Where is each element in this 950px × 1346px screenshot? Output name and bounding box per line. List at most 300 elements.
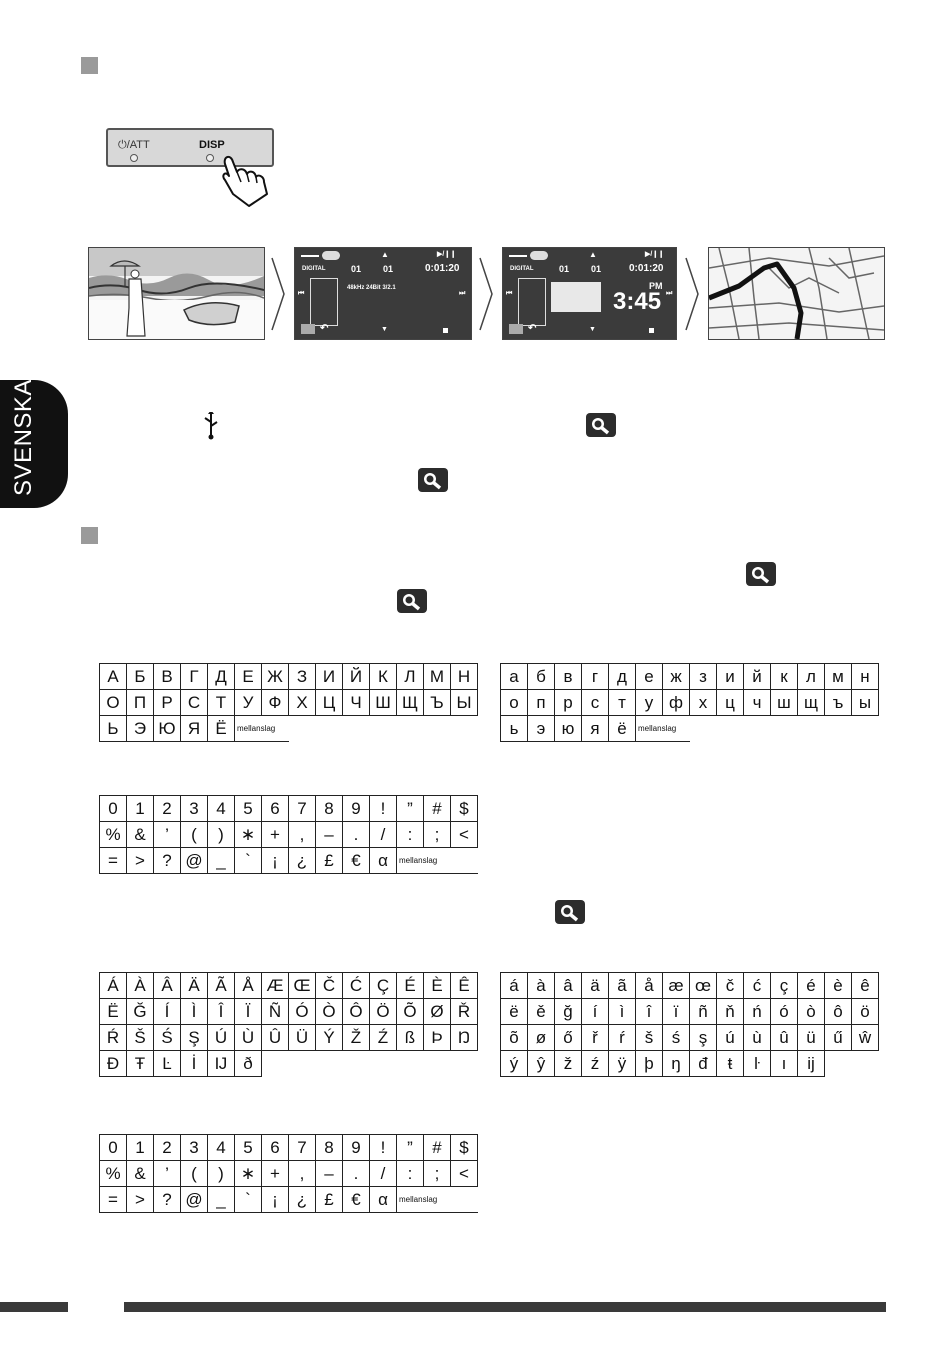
section-marker [81,527,98,544]
character-key: î [636,999,663,1025]
usb-icon [202,412,220,440]
character-key: г [582,664,609,690]
character-key: + [262,822,289,848]
character-key: ъ [825,690,852,716]
character-key: ű [825,1025,852,1051]
character-key: о [501,690,528,716]
empty-cell [289,716,478,742]
magnifier-icon [746,562,776,586]
character-key: т [609,690,636,716]
character-key: ŵ [852,1025,879,1051]
att-button-label: ⏻/ATT [118,139,150,151]
character-key: ё [609,716,636,742]
character-key: Ж [262,664,289,690]
character-key: Œ [289,973,316,999]
screen-navigation-map [708,247,885,340]
character-key: ь [501,716,528,742]
character-key: ¡ [262,1187,289,1213]
character-key: К [370,664,397,690]
character-key: ã [609,973,636,999]
character-key: : [397,822,424,848]
character-key: О [100,690,127,716]
character-key: ! [370,1135,397,1161]
footer-rule [0,1302,68,1312]
character-key: Я [181,716,208,742]
character-key: 3 [181,796,208,822]
character-key: Ğ [127,999,154,1025]
empty-cell [262,1051,478,1077]
down-arrow-icon: ▼ [589,326,596,333]
character-key: ĳ [798,1051,825,1077]
character-key: 7 [289,796,316,822]
character-key: ó [771,999,798,1025]
character-key: α [370,848,397,874]
character-key: $ [451,1135,478,1161]
character-key: Ç [370,973,397,999]
character-key: э [528,716,555,742]
character-key: Ŀ [154,1051,181,1077]
character-key: å [636,973,663,999]
character-key: ň [717,999,744,1025]
character-key: $ [451,796,478,822]
character-key: ” [397,1135,424,1161]
character-key: ï [663,999,690,1025]
character-key: Ø [424,999,451,1025]
chapter-number: 01 [559,264,570,274]
character-key: Ö [370,999,397,1025]
screen-clock [502,247,677,340]
character-key: Б [127,664,154,690]
character-key: п [528,690,555,716]
character-key: я [582,716,609,742]
character-key: 3 [181,1135,208,1161]
character-key: В [154,664,181,690]
character-key: ğ [555,999,582,1025]
character-key: 8 [316,1135,343,1161]
character-key: . [343,1161,370,1187]
character-key: Ì [181,999,208,1025]
language-tab-label: SVENSKA [10,379,37,496]
character-key: Ï [235,999,262,1025]
character-key: ô [825,999,852,1025]
character-key: í [582,999,609,1025]
character-key: С [181,690,208,716]
character-key: Í [154,999,181,1025]
character-key: < [451,822,478,848]
character-key: Û [262,1025,289,1051]
character-key: ü [798,1025,825,1051]
character-key: Æ [262,973,289,999]
character-key: ß [397,1025,424,1051]
character-key: Ю [154,716,181,742]
magnifier-icon [418,468,448,492]
character-key: – [316,822,343,848]
character-key: ý [501,1051,528,1077]
previous-icon: ⏮ [506,290,513,297]
character-key: ő [555,1025,582,1051]
chevron-right-icon [684,256,700,332]
character-key: ¡ [262,848,289,874]
character-key: Č [316,973,343,999]
character-key: ŧ [717,1051,744,1077]
character-key: Ŋ [451,1025,478,1051]
character-key: Ã [208,973,235,999]
character-key: к [771,664,798,690]
character-key: Ý [316,1025,343,1051]
space-key: mellanslag [397,1187,478,1213]
character-key: % [100,822,127,848]
character-key: É [397,973,424,999]
stop-icon [649,328,654,333]
character-key: и [717,664,744,690]
character-key: й [744,664,771,690]
character-key: ś [663,1025,690,1051]
character-key: с [582,690,609,716]
character-key: Г [181,664,208,690]
character-key: _ [208,848,235,874]
character-key: Ŧ [127,1051,154,1077]
character-key: ю [555,716,582,742]
character-key: @ [181,1187,208,1213]
character-key: þ [636,1051,663,1077]
character-key: ? [154,848,181,874]
keyboard-cyrillic-uppercase [99,663,478,742]
character-key: Å [235,973,262,999]
character-key: 9 [343,1135,370,1161]
character-key: ы [852,690,879,716]
character-key: À [127,973,154,999]
character-key: М [424,664,451,690]
character-key: Þ [424,1025,451,1051]
character-key: , [289,1161,316,1187]
character-key: ě [528,999,555,1025]
return-icon: ↶ [320,323,329,334]
character-key: ( [181,1161,208,1187]
character-key: _ [208,1187,235,1213]
character-key: é [798,973,825,999]
character-key: Щ [397,690,424,716]
up-arrow-icon: ▲ [589,250,597,259]
stop-icon [443,328,448,333]
chevron-right-icon [478,256,494,332]
character-key: Ô [343,999,370,1025]
character-key: Ù [235,1025,262,1051]
character-key: 7 [289,1135,316,1161]
character-key: ÿ [609,1051,636,1077]
character-key: х [690,690,717,716]
character-key: а [501,664,528,690]
character-key: Х [289,690,316,716]
character-key: è [825,973,852,999]
screen-playback-info [294,247,472,340]
screen-playback-picture [88,247,265,340]
character-key: Ź [370,1025,397,1051]
magnifier-icon [586,413,616,437]
character-key: Ъ [424,690,451,716]
character-key: È [424,973,451,999]
character-key: ŷ [528,1051,555,1077]
character-key: Â [154,973,181,999]
character-key: α [370,1187,397,1213]
menu-icon [509,324,523,334]
character-key: Е [235,664,262,690]
character-key: Ò [316,999,343,1025]
character-key: & [127,822,154,848]
character-key: 0 [100,1135,127,1161]
chapter-number: 01 [351,264,362,274]
track-number: 01 [591,264,602,274]
character-key: ñ [690,999,717,1025]
character-key: 8 [316,796,343,822]
character-key: = [100,1187,127,1213]
character-key: ’ [154,1161,181,1187]
character-key: û [771,1025,798,1051]
character-key: Ф [262,690,289,716]
chevron-right-icon [270,256,286,332]
clock-display: 3:45 [613,288,662,315]
character-key: 1 [127,1135,154,1161]
character-key: Э [127,716,154,742]
character-key: & [127,1161,154,1187]
character-key: ı [771,1051,798,1077]
character-key: У [235,690,262,716]
character-key: н [852,664,879,690]
space-key: mellanslag [636,716,690,742]
previous-icon: ⏮ [298,290,305,297]
character-key: ź [582,1051,609,1077]
character-key: ` [235,848,262,874]
character-key: Ş [181,1025,208,1051]
character-key: м [825,664,852,690]
character-key: â [555,973,582,999]
character-key: 4 [208,796,235,822]
character-key: Ñ [262,999,289,1025]
character-key: ∗ [235,1161,262,1187]
character-key: ( [181,822,208,848]
character-key: ò [798,999,825,1025]
down-arrow-icon: ▼ [381,326,388,333]
character-key: ö [852,999,879,1025]
space-key: mellanslag [235,716,289,742]
bar-indicator [509,255,527,257]
character-key: Ć [343,973,370,999]
character-key: ì [609,999,636,1025]
character-key: Õ [397,999,424,1025]
character-key: ’ [154,822,181,848]
character-key: Ž [343,1025,370,1051]
character-key: Ê [451,973,478,999]
keyboard-cyrillic-lowercase [500,663,879,742]
character-key: ä [582,973,609,999]
character-key: Ь [100,716,127,742]
character-key: Ü [289,1025,316,1051]
disp-button-indicator [206,154,214,162]
character-key: ú [717,1025,744,1051]
character-key: л [798,664,825,690]
character-key: 0 [100,796,127,822]
character-key: Š [127,1025,154,1051]
att-button-indicator [130,154,138,162]
disp-button-label: DISP [199,139,225,151]
character-key: ` [235,1187,262,1213]
character-key: İ [181,1051,208,1077]
character-key: ş [690,1025,717,1051]
character-key: ? [154,1187,181,1213]
character-key: £ [316,848,343,874]
character-key: ù [744,1025,771,1051]
picture-frame [518,278,546,326]
keyboard-latin-uppercase [99,972,478,1077]
character-key: € [343,848,370,874]
character-key: æ [663,973,690,999]
space-key: mellanslag [397,848,478,874]
character-key: р [555,690,582,716]
character-key: ř [582,1025,609,1051]
character-key: Ц [316,690,343,716]
character-key: ; [424,822,451,848]
magnifier-icon [555,900,585,924]
character-key: ń [744,999,771,1025]
character-key: Ш [370,690,397,716]
character-key: Н [451,664,478,690]
character-key: ¿ [289,1187,316,1213]
character-key: œ [690,973,717,999]
menu-icon [301,324,315,334]
character-key: 9 [343,796,370,822]
character-key: + [262,1161,289,1187]
clock-ampm: PM [649,281,663,291]
character-key: , [289,822,316,848]
character-key: 6 [262,1135,289,1161]
character-key: Ó [289,999,316,1025]
character-key: 2 [154,1135,181,1161]
character-key: ц [717,690,744,716]
character-key: Đ [100,1051,127,1077]
character-key: ŋ [663,1051,690,1077]
disc-icon [530,251,548,260]
character-key: đ [690,1051,717,1077]
empty-cell [825,1051,879,1077]
character-key: ŀ [744,1051,771,1077]
play-pause-icon: ▶/❙❙ [437,251,457,258]
character-key: 2 [154,796,181,822]
section-marker [81,57,98,74]
character-key: з [690,664,717,690]
character-key: в [555,664,582,690]
character-key: – [316,1161,343,1187]
character-key: ! [370,796,397,822]
character-key: ” [397,796,424,822]
character-key: у [636,690,663,716]
character-key: Ч [343,690,370,716]
play-pause-icon: ▶/❙❙ [645,251,665,258]
footer-rule [124,1302,886,1312]
next-icon: ⏭ [459,290,466,297]
character-key: õ [501,1025,528,1051]
character-key: ш [771,690,798,716]
empty-cell [690,716,879,742]
character-key: ð [235,1051,262,1077]
magnifier-icon [397,589,427,613]
character-key: / [370,822,397,848]
character-key: 5 [235,796,262,822]
character-key: 1 [127,796,154,822]
character-key: ë [501,999,528,1025]
character-key: č [717,973,744,999]
audio-format-info: 48kHz 24Bit 3/2.1 [347,285,396,291]
character-key: ; [424,1161,451,1187]
up-arrow-icon: ▲ [381,250,389,259]
character-key: д [609,664,636,690]
character-key: : [397,1161,424,1187]
character-key: 4 [208,1135,235,1161]
playback-time: 0:01:20 [425,263,460,274]
character-key: > [127,1187,154,1213]
character-key: б [528,664,555,690]
character-key: # [424,1135,451,1161]
picture-thumbnail [551,282,601,312]
character-key: Ĳ [208,1051,235,1077]
character-key: З [289,664,316,690]
track-number: 01 [383,264,394,274]
character-key: @ [181,848,208,874]
character-key: Ä [181,973,208,999]
character-key: 6 [262,796,289,822]
character-key: Ë [100,999,127,1025]
character-key: ¿ [289,848,316,874]
character-key: £ [316,1187,343,1213]
character-key: ) [208,822,235,848]
character-key: Î [208,999,235,1025]
character-key: š [636,1025,663,1051]
character-key: % [100,1161,127,1187]
character-key: Л [397,664,424,690]
character-key: # [424,796,451,822]
character-key: Ы [451,690,478,716]
character-key: Т [208,690,235,716]
playback-time: 0:01:20 [629,263,664,274]
character-key: Á [100,973,127,999]
character-key: ∗ [235,822,262,848]
character-key: ø [528,1025,555,1051]
character-key: Ř [451,999,478,1025]
keyboard-latin-lowercase [500,972,879,1077]
character-key: 5 [235,1135,262,1161]
character-key: Ŕ [100,1025,127,1051]
character-key: ) [208,1161,235,1187]
character-key: < [451,1161,478,1187]
character-key: Ś [154,1025,181,1051]
character-key: Ú [208,1025,235,1051]
next-icon: ⏭ [666,290,673,297]
character-key: Й [343,664,370,690]
character-key: € [343,1187,370,1213]
character-key: А [100,664,127,690]
character-key: ж [663,664,690,690]
character-key: à [528,973,555,999]
character-key: > [127,848,154,874]
character-key: П [127,690,154,716]
character-key: ć [744,973,771,999]
character-key: ф [663,690,690,716]
character-key: = [100,848,127,874]
character-key: / [370,1161,397,1187]
character-key: ŕ [609,1025,636,1051]
digital-label: DIGITAL [302,266,326,272]
character-key: ê [852,973,879,999]
bar-indicator [301,255,319,257]
character-key: щ [798,690,825,716]
